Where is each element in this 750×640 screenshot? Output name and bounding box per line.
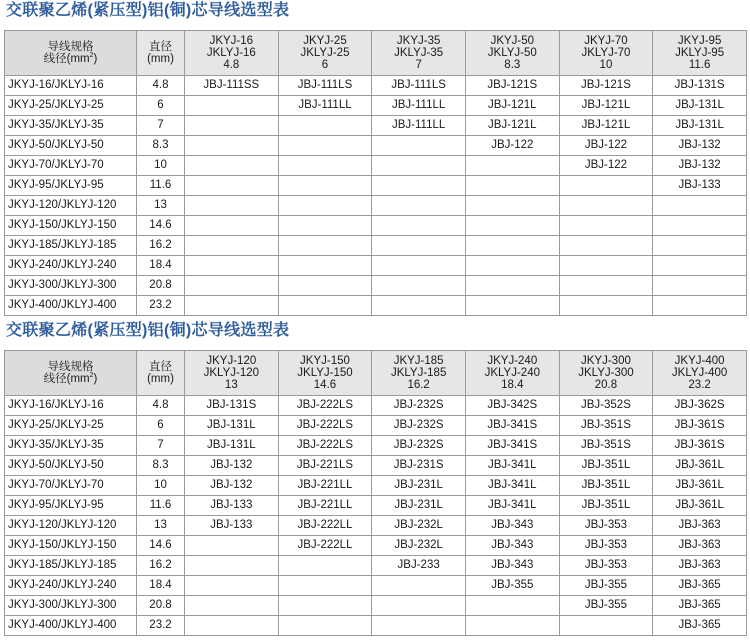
row-wire-spec: JKYJ-50/JKLYJ-50 [5, 456, 137, 476]
row-diameter: 10 [137, 476, 185, 496]
row-wire-spec: JKYJ-25/JKLYJ-25 [5, 96, 137, 116]
row-wire-spec: JKYJ-35/JKLYJ-35 [5, 116, 137, 136]
column-header-model-jkyj: JKYJ-16 [209, 35, 254, 47]
column-header-diameter: 18.4 [501, 379, 524, 391]
clamp-model-cell: JBJ-121L [559, 116, 653, 136]
clamp-model-cell [372, 136, 466, 156]
row-wire-spec: JKYJ-70/JKLYJ-70 [5, 156, 137, 176]
table-row [5, 596, 747, 616]
table-row [5, 556, 747, 576]
row-wire-spec: JKYJ-16/JKLYJ-16 [5, 76, 137, 96]
row-wire-spec: JKYJ-25/JKLYJ-25 [5, 416, 137, 436]
column-header-model-jklyj: JKLYJ-120 [203, 367, 260, 379]
column-header [559, 31, 653, 76]
column-header-model-jkyj: JKYJ-70 [584, 35, 628, 47]
clamp-model-cell: JBJ-365 [653, 616, 747, 636]
table-row [5, 96, 747, 116]
row-wire-spec: JKYJ-150/JKLYJ-150 [5, 216, 137, 236]
table-row [5, 476, 747, 496]
row-diameter: 16.2 [137, 236, 185, 256]
clamp-model-cell [372, 156, 466, 176]
table-row [5, 256, 747, 276]
column-header-model-jkyj: JKYJ-300 [581, 355, 631, 367]
clamp-model-cell [185, 276, 279, 296]
clamp-model-cell [278, 116, 372, 136]
clamp-model-cell: JBJ-131S [185, 396, 279, 416]
row-diameter: 11.6 [137, 176, 185, 196]
clamp-model-cell: JBJ-122 [559, 136, 653, 156]
clamp-model-cell [372, 176, 466, 196]
clamp-model-cell: JBJ-361S [653, 416, 747, 436]
clamp-model-cell [185, 156, 279, 176]
clamp-model-cell: JBJ-121L [559, 96, 653, 116]
clamp-model-cell: JBJ-131L [185, 436, 279, 456]
row-wire-spec: JKYJ-16/JKLYJ-16 [5, 396, 137, 416]
column-header-model-jkyj: JKYJ-50 [490, 35, 535, 47]
table-row [5, 536, 747, 556]
table-row [5, 276, 747, 296]
clamp-model-cell [372, 616, 466, 636]
clamp-model-cell: JBJ-121S [559, 76, 653, 96]
row-wire-spec: JKYJ-150/JKLYJ-150 [5, 536, 137, 556]
clamp-model-cell: JBJ-122 [559, 156, 653, 176]
column-header [653, 351, 747, 396]
clamp-model-cell [653, 296, 747, 316]
clamp-model-cell [278, 596, 372, 616]
header-wire-spec-close: ) [93, 53, 98, 65]
clamp-model-cell [278, 616, 372, 636]
column-header-diameter: 6 [321, 59, 329, 71]
table-row [5, 196, 747, 216]
clamp-model-cell: JBJ-221LS [278, 456, 372, 476]
column-header-model-jkyj: JKYJ-400 [674, 355, 725, 367]
table-row [5, 216, 747, 236]
column-header-diameter: 7 [415, 59, 422, 71]
row-diameter: 10 [137, 156, 185, 176]
row-wire-spec: JKYJ-95/JKLYJ-95 [5, 496, 137, 516]
column-header-model-jkyj: JKYJ-185 [393, 355, 444, 367]
clamp-model-cell: JBJ-355 [559, 596, 653, 616]
row-diameter: 16.2 [137, 556, 185, 576]
table-row [5, 176, 747, 196]
column-header-model-jklyj: JKLYJ-35 [394, 47, 444, 59]
row-wire-spec: JKYJ-300/JKLYJ-300 [5, 596, 137, 616]
column-header-diameter: 4.8 [223, 59, 240, 71]
table-row [5, 456, 747, 476]
clamp-model-cell [465, 256, 559, 276]
column-header-diameter: 8.3 [504, 59, 521, 71]
header-wire-spec-sup: 2 [89, 372, 94, 380]
row-wire-spec: JKYJ-400/JKLYJ-400 [5, 296, 137, 316]
clamp-model-cell [185, 576, 279, 596]
clamp-model-cell [185, 96, 279, 116]
row-wire-spec: JKYJ-70/JKLYJ-70 [5, 476, 137, 496]
column-header-diameter: 13 [224, 379, 238, 391]
clamp-model-cell [465, 616, 559, 636]
row-diameter: 4.8 [137, 76, 185, 96]
clamp-model-cell: JBJ-363 [653, 556, 747, 576]
clamp-model-cell: JBJ-343 [465, 536, 559, 556]
clamp-model-cell [372, 276, 466, 296]
clamp-model-cell: JBJ-341S [465, 436, 559, 456]
header-wire-spec [5, 351, 137, 396]
clamp-model-cell [185, 536, 279, 556]
row-wire-spec: JKYJ-120/JKLYJ-120 [5, 196, 137, 216]
row-diameter: 13 [137, 516, 185, 536]
column-header [185, 351, 279, 396]
header-wire-spec [5, 31, 137, 76]
column-header-model-jklyj: JKLYJ-25 [300, 47, 350, 59]
table-row [5, 416, 747, 436]
header-diameter-line1: 直径 [149, 361, 172, 373]
clamp-model-cell [559, 296, 653, 316]
row-diameter: 14.6 [137, 536, 185, 556]
clamp-model-cell [465, 216, 559, 236]
clamp-model-cell [372, 576, 466, 596]
header-diameter-line2: (mm) [147, 53, 174, 65]
clamp-model-cell: JBJ-341L [465, 476, 559, 496]
column-header [465, 31, 559, 76]
clamp-model-cell [278, 296, 372, 316]
row-diameter: 18.4 [137, 256, 185, 276]
clamp-model-cell [372, 596, 466, 616]
clamp-model-cell: JBJ-232L [372, 536, 466, 556]
clamp-model-cell: JBJ-362S [653, 396, 747, 416]
clamp-model-cell: JBJ-111LL [278, 96, 372, 116]
clamp-model-cell: JBJ-231S [372, 456, 466, 476]
row-wire-spec: JKYJ-95/JKLYJ-95 [5, 176, 137, 196]
clamp-model-cell: JBJ-351S [559, 416, 653, 436]
column-header-model-jkyj: JKYJ-35 [396, 35, 441, 47]
clamp-model-cell [372, 196, 466, 216]
column-header [278, 351, 372, 396]
clamp-model-cell: JBJ-353 [559, 516, 653, 536]
clamp-model-cell [559, 616, 653, 636]
clamp-model-cell [465, 176, 559, 196]
clamp-model-cell [465, 276, 559, 296]
clamp-model-cell [653, 256, 747, 276]
column-header [372, 351, 466, 396]
clamp-model-cell [465, 296, 559, 316]
clamp-model-cell: JBJ-222LL [278, 516, 372, 536]
clamp-model-cell: JBJ-121L [465, 96, 559, 116]
clamp-model-cell: JBJ-341L [465, 496, 559, 516]
table-row [5, 496, 747, 516]
clamp-model-cell: JBJ-341L [465, 456, 559, 476]
column-header-diameter: 16.2 [407, 379, 430, 391]
clamp-model-cell [278, 136, 372, 156]
clamp-model-cell: JBJ-131L [653, 116, 747, 136]
table-row [5, 396, 747, 416]
clamp-model-cell: JBJ-133 [185, 516, 279, 536]
clamp-model-cell: JBJ-361L [653, 476, 747, 496]
clamp-model-cell: JBJ-111LL [372, 96, 466, 116]
clamp-model-cell: JBJ-233 [372, 556, 466, 576]
clamp-model-cell: JBJ-221LL [278, 496, 372, 516]
selection-table-section-1 [4, 0, 746, 311]
column-header [185, 31, 279, 76]
clamp-model-cell [372, 236, 466, 256]
clamp-model-cell: JBJ-351L [559, 456, 653, 476]
clamp-model-cell [185, 196, 279, 216]
row-diameter: 4.8 [137, 396, 185, 416]
column-header [372, 31, 466, 76]
row-diameter: 18.4 [137, 576, 185, 596]
header-diameter-line2: (mm) [147, 373, 174, 385]
clamp-model-cell: JBJ-132 [185, 456, 279, 476]
row-diameter: 13 [137, 196, 185, 216]
clamp-model-cell [465, 156, 559, 176]
clamp-model-cell: JBJ-352S [559, 396, 653, 416]
column-header-model-jklyj: JKLYJ-185 [390, 367, 447, 379]
column-header [465, 351, 559, 396]
clamp-model-cell [278, 176, 372, 196]
column-header-model-jklyj: JKLYJ-240 [484, 367, 540, 379]
column-header-model-jklyj: JKLYJ-16 [206, 47, 256, 59]
header-diameter-line1: 直径 [149, 41, 172, 53]
clamp-model-cell: JBJ-222LS [278, 396, 372, 416]
row-wire-spec: JKYJ-185/JKLYJ-185 [5, 556, 137, 576]
row-wire-spec: JKYJ-240/JKLYJ-240 [5, 256, 137, 276]
clamp-model-cell [185, 296, 279, 316]
clamp-model-cell: JBJ-341S [465, 416, 559, 436]
clamp-model-cell [185, 116, 279, 136]
header-wire-spec-sup: 2 [89, 52, 94, 60]
clamp-model-cell: JBJ-232S [372, 436, 466, 456]
clamp-model-cell [185, 216, 279, 236]
clamp-model-cell: JBJ-122 [465, 136, 559, 156]
clamp-model-cell: JBJ-353 [559, 556, 653, 576]
clamp-model-cell: JBJ-111LS [372, 76, 466, 96]
clamp-model-cell: JBJ-111SS [185, 76, 279, 96]
row-wire-spec: JKYJ-35/JKLYJ-35 [5, 436, 137, 456]
clamp-model-cell [653, 276, 747, 296]
clamp-model-cell [185, 176, 279, 196]
selection-table-section-2 [4, 320, 746, 631]
column-header-model-jklyj: JKLYJ-95 [675, 47, 725, 59]
clamp-model-cell [465, 196, 559, 216]
table-row [5, 436, 747, 456]
table-row [5, 76, 747, 96]
clamp-model-cell: JBJ-133 [185, 496, 279, 516]
column-header-diameter: 11.6 [688, 59, 711, 71]
clamp-model-cell [278, 216, 372, 236]
clamp-model-cell [185, 236, 279, 256]
column-header-diameter: 14.6 [313, 379, 337, 391]
row-diameter: 7 [137, 436, 185, 456]
clamp-model-cell [559, 276, 653, 296]
column-header-diameter: 20.8 [594, 379, 618, 391]
clamp-model-cell: JBJ-365 [653, 576, 747, 596]
clamp-model-cell: JBJ-351S [559, 436, 653, 456]
clamp-model-cell: JBJ-355 [559, 576, 653, 596]
row-diameter: 20.8 [137, 596, 185, 616]
column-header-model-jklyj: JKLYJ-150 [297, 367, 353, 379]
header-diameter [137, 31, 185, 76]
table-row [5, 236, 747, 256]
clamp-model-cell: JBJ-363 [653, 516, 747, 536]
header-wire-spec-close: ) [93, 373, 98, 385]
clamp-model-cell: JBJ-361L [653, 456, 747, 476]
clamp-model-cell [278, 196, 372, 216]
clamp-model-cell: JBJ-361L [653, 496, 747, 516]
clamp-model-cell: JBJ-232L [372, 516, 466, 536]
clamp-model-cell [559, 196, 653, 216]
column-header-model-jkyj: JKYJ-25 [303, 35, 347, 47]
clamp-model-cell [185, 256, 279, 276]
clamp-model-cell [278, 276, 372, 296]
table-row [5, 576, 747, 596]
wire-selection-table [4, 30, 747, 316]
header-diameter [137, 351, 185, 396]
clamp-model-cell: JBJ-363 [653, 536, 747, 556]
clamp-model-cell: JBJ-343 [465, 516, 559, 536]
table-row [5, 116, 747, 136]
clamp-model-cell [278, 236, 372, 256]
column-header-diameter: 23.2 [688, 379, 711, 391]
clamp-model-cell: JBJ-131L [185, 416, 279, 436]
row-diameter: 20.8 [137, 276, 185, 296]
clamp-model-cell: JBJ-231L [372, 476, 466, 496]
clamp-model-cell [185, 616, 279, 636]
clamp-model-cell: JBJ-222LS [278, 436, 372, 456]
header-wire-spec-line1: 导线规格 [47, 41, 94, 53]
row-wire-spec: JKYJ-185/JKLYJ-185 [5, 236, 137, 256]
row-wire-spec: JKYJ-50/JKLYJ-50 [5, 136, 137, 156]
table-row [5, 516, 747, 536]
row-diameter: 11.6 [137, 496, 185, 516]
clamp-model-cell [185, 136, 279, 156]
clamp-model-cell [372, 216, 466, 236]
column-header-model-jklyj: JKLYJ-300 [578, 367, 634, 379]
header-wire-spec-line2: 线径(mm [43, 53, 90, 65]
clamp-model-cell: JBJ-232S [372, 396, 466, 416]
table-row [5, 156, 747, 176]
table-row [5, 296, 747, 316]
clamp-model-cell: JBJ-353 [559, 536, 653, 556]
row-diameter: 6 [137, 96, 185, 116]
row-diameter: 14.6 [137, 216, 185, 236]
clamp-model-cell [372, 256, 466, 276]
clamp-model-cell [465, 596, 559, 616]
clamp-model-cell: JBJ-131S [653, 76, 747, 96]
column-header-model-jkyj: JKYJ-150 [300, 355, 350, 367]
column-header-model-jkyj: JKYJ-240 [487, 355, 538, 367]
clamp-model-cell: JBJ-342S [465, 396, 559, 416]
clamp-model-cell: JBJ-111LS [278, 76, 372, 96]
column-header [559, 351, 653, 396]
clamp-model-cell [559, 236, 653, 256]
clamp-model-cell: JBJ-232S [372, 416, 466, 436]
column-header-model-jkyj: JKYJ-95 [677, 35, 722, 47]
clamp-model-cell: JBJ-132 [653, 136, 747, 156]
table-row [5, 136, 747, 156]
row-wire-spec: JKYJ-400/JKLYJ-400 [5, 616, 137, 636]
clamp-model-cell [278, 256, 372, 276]
clamp-model-cell: JBJ-132 [185, 476, 279, 496]
clamp-model-cell [465, 236, 559, 256]
clamp-model-cell: JBJ-131L [653, 96, 747, 116]
column-header [278, 31, 372, 76]
column-header-model-jklyj: JKLYJ-70 [581, 47, 631, 59]
clamp-model-cell: JBJ-351L [559, 476, 653, 496]
header-wire-spec-line1: 导线规格 [47, 361, 94, 373]
row-diameter: 6 [137, 416, 185, 436]
clamp-model-cell [372, 296, 466, 316]
clamp-model-cell [278, 556, 372, 576]
column-header-diameter: 10 [599, 59, 613, 71]
clamp-model-cell: JBJ-361S [653, 436, 747, 456]
clamp-model-cell: JBJ-221LL [278, 476, 372, 496]
clamp-model-cell [653, 236, 747, 256]
clamp-model-cell: JBJ-121S [465, 76, 559, 96]
row-wire-spec: JKYJ-120/JKLYJ-120 [5, 516, 137, 536]
clamp-model-cell: JBJ-222LL [278, 536, 372, 556]
clamp-model-cell [185, 556, 279, 576]
row-wire-spec: JKYJ-240/JKLYJ-240 [5, 576, 137, 596]
clamp-model-cell [278, 156, 372, 176]
table-title: 交联聚乙烯(紧压型)铝(铜)芯导线选型表 [6, 2, 290, 19]
clamp-model-cell: JBJ-365 [653, 596, 747, 616]
column-header-model-jklyj: JKLYJ-50 [487, 47, 537, 59]
clamp-model-cell [278, 576, 372, 596]
column-header [653, 31, 747, 76]
clamp-model-cell [653, 196, 747, 216]
clamp-model-cell: JBJ-351L [559, 496, 653, 516]
clamp-model-cell: JBJ-231L [372, 496, 466, 516]
clamp-model-cell [653, 216, 747, 236]
clamp-model-cell: JBJ-111LL [372, 116, 466, 136]
row-diameter: 7 [137, 116, 185, 136]
row-diameter: 23.2 [137, 616, 185, 636]
row-diameter: 8.3 [137, 136, 185, 156]
wire-selection-table [4, 350, 747, 636]
clamp-model-cell [559, 176, 653, 196]
table-title: 交联聚乙烯(紧压型)铝(铜)芯导线选型表 [6, 322, 290, 339]
clamp-model-cell: JBJ-355 [465, 576, 559, 596]
table-row [5, 616, 747, 636]
clamp-model-cell [559, 256, 653, 276]
clamp-model-cell: JBJ-343 [465, 556, 559, 576]
header-wire-spec-line2: 线径(mm [43, 373, 90, 385]
column-header-model-jklyj: JKLYJ-400 [671, 367, 728, 379]
clamp-model-cell [185, 596, 279, 616]
clamp-model-cell [559, 216, 653, 236]
row-diameter: 23.2 [137, 296, 185, 316]
clamp-model-cell: JBJ-133 [653, 176, 747, 196]
clamp-model-cell: JBJ-132 [653, 156, 747, 176]
row-wire-spec: JKYJ-300/JKLYJ-300 [5, 276, 137, 296]
clamp-model-cell: JBJ-222LS [278, 416, 372, 436]
row-diameter: 8.3 [137, 456, 185, 476]
clamp-model-cell: JBJ-121L [465, 116, 559, 136]
column-header-model-jkyj: JKYJ-120 [206, 355, 257, 367]
